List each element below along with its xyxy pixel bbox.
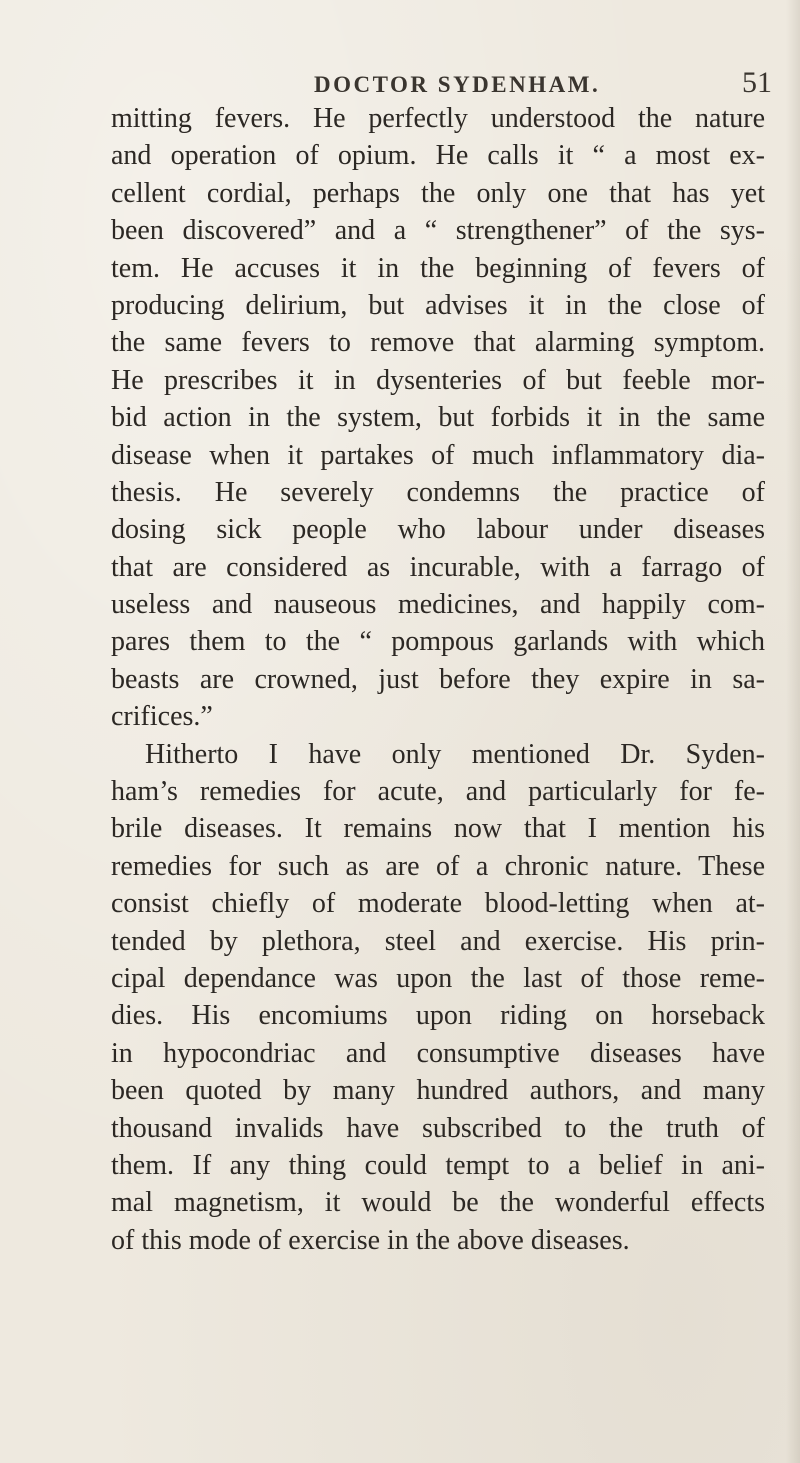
text-line: bid action in the system, but forbids it in the same [111, 402, 765, 434]
text-line: thousand invalids have subscribed to the truth of [111, 1112, 765, 1144]
text-line: useless and nauseous medicines, and happily com- [111, 589, 765, 621]
text-line: thesis. He severely condemns the practice of [111, 476, 765, 508]
running-head-title: DOCTOR SYDENHAM. [314, 72, 601, 97]
text-line: cellent cordial, perhaps the only one that has yet [111, 177, 765, 209]
text-line: mal magnetism, it would be the wonderful effects [111, 1187, 765, 1219]
text-line: producing delirium, but advises it in the close of [111, 289, 765, 321]
text-line-paragraph-start: Hitherto I have only mentioned Dr. Syden- [145, 738, 765, 770]
text-line: tended by plethora, steel and exercise. His prin- [111, 925, 765, 957]
text-line: consist chiefly of moderate blood-letting when at- [111, 888, 765, 920]
text-line: dies. His encomiums upon riding on horseback [111, 1000, 765, 1032]
text-line: been discovered” and a “ strengthener” of the sys- [111, 215, 765, 247]
text-line: beasts are crowned, just before they expire in sa- [111, 663, 765, 695]
text-line: cipal dependance was upon the last of those reme- [111, 962, 765, 994]
page-edge-shadow [786, 0, 800, 1463]
text-line: ham’s remedies for acute, and particularly for fe- [111, 776, 765, 808]
body-text [111, 100, 765, 1259]
text-line: that are considered as incurable, with a farrago of [111, 551, 765, 583]
text-line-paragraph-end: crifices.” [111, 701, 213, 733]
text-line: pares them to the “ pompous garlands with which [111, 626, 765, 658]
text-line-last: of this mode of exercise in the above diseases. [111, 1224, 630, 1256]
text-line: remedies for such as are of a chronic nature. These [111, 850, 765, 882]
text-line: dosing sick people who labour under diseases [111, 514, 765, 546]
text-line: brile diseases. It remains now that I mention his [111, 813, 765, 845]
text-line: disease when it partakes of much inflammatory dia- [111, 439, 765, 471]
text-line: been quoted by many hundred authors, and many [111, 1075, 765, 1107]
running-head [0, 66, 800, 102]
text-line: in hypocondriac and consumptive diseases have [111, 1037, 765, 1069]
text-line: the same fevers to remove that alarming symptom. [111, 327, 765, 359]
text-line: them. If any thing could tempt to a belief in ani- [111, 1149, 765, 1181]
text-line: He prescribes it in dysenteries of but feeble mor- [111, 364, 765, 396]
text-line: mitting fevers. He perfectly understood the nature [111, 103, 765, 134]
page-number: 51 [742, 66, 772, 99]
text-line: tem. He accuses it in the beginning of fevers of [111, 252, 765, 284]
text-line: and operation of opium. He calls it “ a most ex- [111, 140, 765, 172]
